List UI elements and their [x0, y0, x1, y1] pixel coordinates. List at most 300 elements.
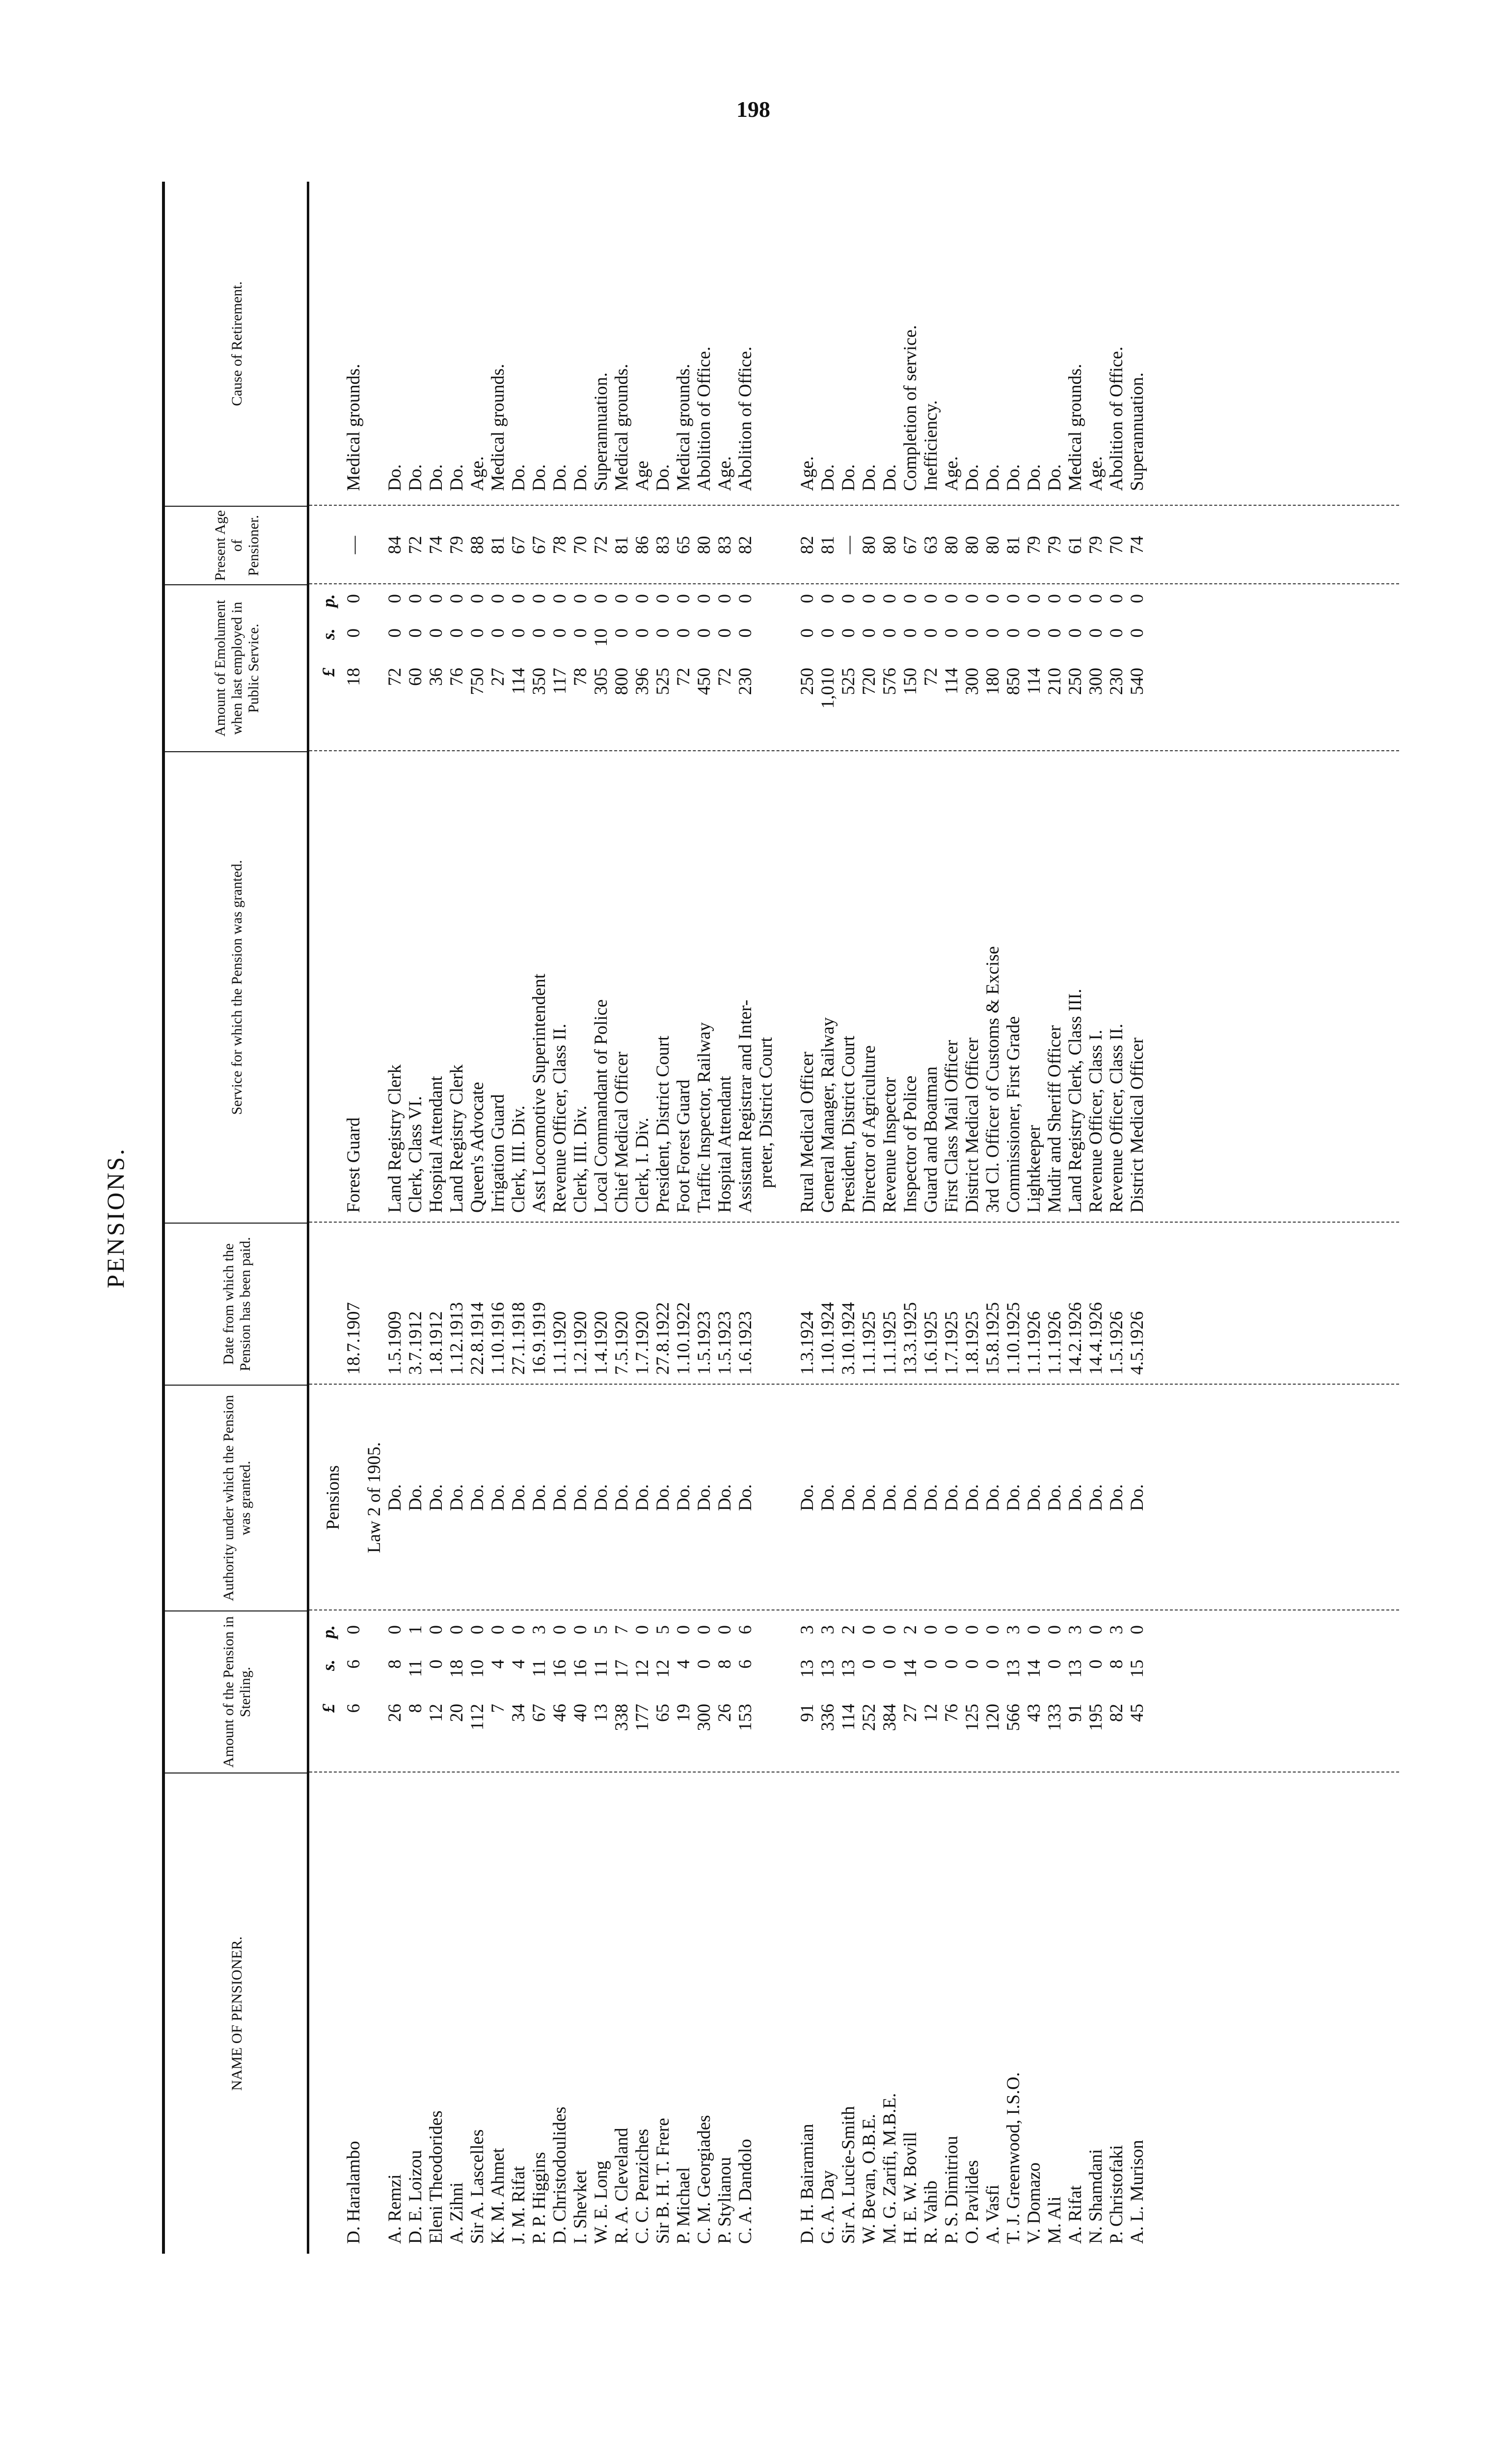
date-paid: 1.10.1922 — [674, 1302, 694, 1375]
retirement-cause: Do. — [838, 464, 859, 491]
amount-pounds: 19 — [674, 1704, 694, 1722]
header-cause: Cause of Retirement. — [229, 281, 245, 407]
emolument-pounds: 230 — [735, 668, 756, 695]
emolument-shillings: 0 — [797, 628, 817, 638]
emolument-pounds: 450 — [694, 668, 714, 695]
amount-shillings: 6 — [344, 1660, 364, 1669]
emolument-pence: 0 — [838, 594, 859, 603]
authority: Do. — [1107, 1484, 1127, 1511]
amount-pounds: 133 — [1045, 1704, 1065, 1731]
amount-pence: 0 — [694, 1625, 714, 1635]
amount-pence: 3 — [1065, 1625, 1085, 1635]
service: General Manager, Railway — [818, 1017, 838, 1213]
retirement-cause: Do. — [1024, 464, 1044, 491]
amount-shillings: 0 — [426, 1660, 446, 1669]
service: Land Registry Clerk — [447, 1064, 467, 1213]
table-row — [447, 182, 467, 2254]
authority: Do. — [1127, 1484, 1147, 1511]
amount-pence: 0 — [1045, 1625, 1065, 1635]
service: Irrigation Guard — [488, 1094, 508, 1213]
pensioner-age: 70 — [570, 536, 591, 554]
emolument-shillings: 0 — [859, 628, 879, 638]
amount-pounds: 91 — [797, 1704, 817, 1722]
date-paid: 1.5.1923 — [694, 1311, 714, 1375]
amount-shillings: 16 — [550, 1660, 570, 1678]
retirement-cause: Inefficiency. — [921, 400, 941, 491]
service: Forest Guard — [344, 1117, 364, 1213]
authority: Do. — [838, 1484, 859, 1511]
emolument-pounds: 576 — [880, 668, 900, 695]
emolument-pence: 0 — [385, 594, 405, 603]
table-row — [1086, 182, 1107, 2254]
service: Revenue Officer, Class II. — [1107, 1023, 1127, 1213]
amount-pence: 2 — [838, 1625, 859, 1635]
amount-shillings: 4 — [674, 1660, 694, 1669]
amount-pounds: 125 — [962, 1704, 982, 1731]
date-paid: 1.1.1926 — [1024, 1311, 1044, 1375]
table-row — [591, 182, 612, 2254]
service: Land Registry Clerk, Class III. — [1065, 988, 1085, 1213]
service: Assistant Registrar and Inter- — [735, 1000, 756, 1213]
amount-pence: 0 — [674, 1625, 694, 1635]
pensioner-name: Sir A. Lucie-Smith — [838, 2106, 859, 2244]
pensioner-age: 81 — [612, 536, 632, 554]
amount-pounds: 566 — [1003, 1704, 1024, 1731]
header-emolument: Amount of Emolument when last employed in Public Service. — [165, 584, 309, 751]
service: Inspector of Police — [900, 1075, 920, 1213]
pensioner-age: 70 — [1107, 536, 1127, 554]
emolument-shillings: 0 — [694, 628, 714, 638]
pensioner-name: I. Shevket — [570, 2170, 591, 2244]
table-row — [694, 182, 715, 2254]
emolument-shillings: 0 — [612, 628, 632, 638]
emolument-pounds: 60 — [405, 668, 426, 686]
amount-pence: 5 — [653, 1625, 673, 1635]
amount-pounds: 384 — [880, 1704, 900, 1731]
amount-shillings: 6 — [735, 1660, 756, 1669]
amount-shillings: 4 — [509, 1660, 529, 1669]
emolument-shillings: 0 — [488, 628, 508, 638]
retirement-cause: Superannuation. — [591, 372, 611, 491]
amount-pence: 0 — [488, 1625, 508, 1635]
amount-shillings: 10 — [467, 1660, 487, 1678]
pensioner-age: 83 — [715, 536, 735, 554]
amount-pence: 1 — [405, 1625, 426, 1635]
service: Clerk, III. Div. — [570, 1105, 591, 1213]
pensioner-name: R. Vahib — [921, 2181, 941, 2244]
pensioner-name: N. Shamdani — [1086, 2149, 1106, 2244]
date-paid: 18.7.1907 — [344, 1302, 364, 1375]
header-service: Service for which the Pension was granted. — [165, 751, 309, 1223]
emolument-pence: 0 — [962, 594, 982, 603]
emolument-pence: 0 — [735, 594, 756, 603]
amount-shillings: 0 — [694, 1660, 714, 1669]
emolument-pence: 0 — [632, 594, 652, 603]
amount-pence: 7 — [612, 1625, 632, 1635]
pensioner-name: D. H. Bairamian — [797, 2124, 817, 2244]
header-date: Date from which the Pension has been paid. — [165, 1223, 309, 1385]
amount-pounds: 43 — [1024, 1704, 1044, 1722]
emolument-pounds: 750 — [467, 668, 487, 695]
emolument-pounds: 18 — [344, 668, 364, 686]
amount-pence: 0 — [632, 1625, 652, 1635]
table-row — [1127, 182, 1148, 2254]
unit-pence: p. — [319, 594, 338, 607]
amount-pence: 3 — [1003, 1625, 1024, 1635]
amount-shillings: 17 — [612, 1660, 632, 1678]
amount-pounds: 26 — [715, 1704, 735, 1722]
emolument-pounds: 114 — [942, 668, 962, 695]
retirement-cause: Do. — [880, 464, 900, 491]
table-row — [921, 182, 942, 2254]
amount-pence: 0 — [880, 1625, 900, 1635]
service: Director of Agriculture — [859, 1045, 879, 1213]
table-row — [715, 182, 735, 2254]
date-paid: 1.1.1925 — [880, 1311, 900, 1375]
header-amount: Amount of the Pension in Sterling. — [165, 1610, 309, 1773]
authority: Pensions — [323, 1465, 343, 1530]
amount-pounds: 114 — [838, 1704, 859, 1731]
retirement-cause: Do. — [1003, 464, 1024, 491]
amount-pence: 2 — [900, 1625, 920, 1635]
service: Lightkeeper — [1024, 1125, 1044, 1213]
header-authority: Authority under which the Pension was granted. — [165, 1385, 309, 1610]
pensioner-age: 67 — [509, 536, 529, 554]
authority: Do. — [447, 1484, 467, 1511]
emolument-pence: 0 — [921, 594, 941, 603]
amount-pence: 3 — [797, 1625, 817, 1635]
amount-pence: 3 — [529, 1625, 549, 1635]
emolument-pounds: 230 — [1107, 668, 1127, 695]
table-row — [674, 182, 694, 2254]
pensioner-name: P. Michael — [674, 2167, 694, 2244]
table-row — [570, 182, 591, 2254]
unit-pence: p. — [319, 1625, 338, 1638]
amount-shillings: 18 — [447, 1660, 467, 1678]
emolument-pence: 0 — [694, 594, 714, 603]
date-paid: 22.8.1914 — [467, 1302, 487, 1375]
date-paid: 1.7.1920 — [632, 1311, 652, 1375]
date-paid: 4.5.1926 — [1127, 1311, 1147, 1375]
amount-units — [318, 1625, 338, 1763]
table-row — [942, 182, 962, 2254]
retirement-cause: Medical grounds. — [1065, 364, 1085, 491]
pensioner-name: W. E. Long — [591, 2160, 611, 2244]
authority: Do. — [735, 1484, 756, 1511]
emolument-shillings: 0 — [1045, 628, 1065, 638]
emolument-shillings: 0 — [550, 628, 570, 638]
pensioner-age: 80 — [880, 536, 900, 554]
amount-pounds: 12 — [426, 1704, 446, 1722]
authority: Do. — [1086, 1484, 1106, 1511]
emolument-shillings: 0 — [715, 628, 735, 638]
emolument-pounds: 300 — [1086, 668, 1106, 695]
retirement-cause: Completion of service. — [900, 325, 920, 491]
table-row — [797, 182, 818, 2254]
retirement-cause: Do. — [447, 464, 467, 491]
emolument-pence: 0 — [405, 594, 426, 603]
emolument-pounds: 800 — [612, 668, 632, 695]
emolument-pence: 0 — [612, 594, 632, 603]
emolument-shillings: 0 — [653, 628, 673, 638]
authority: Do. — [983, 1484, 1003, 1511]
amount-pence: 0 — [344, 1625, 364, 1635]
emolument-pence: 0 — [900, 594, 920, 603]
emolument-shillings: 0 — [674, 628, 694, 638]
pensioner-age: 79 — [1045, 536, 1065, 554]
retirement-cause: Do. — [550, 464, 570, 491]
table-row — [1065, 182, 1086, 2254]
emolument-shillings: 0 — [880, 628, 900, 638]
emolument-pounds: 396 — [632, 668, 652, 695]
date-paid: 1.5.1926 — [1107, 1311, 1127, 1375]
amount-pence: 0 — [983, 1625, 1003, 1635]
emolument-pounds: 180 — [983, 668, 1003, 695]
pensioner-age: 80 — [983, 536, 1003, 554]
pensioner-age: 79 — [1024, 536, 1044, 554]
amount-pence: 0 — [550, 1625, 570, 1635]
pensioner-name: M. G. Zarifi, M.B.E. — [880, 2093, 900, 2244]
pensioner-name: O. Pavlides — [962, 2160, 982, 2244]
date-paid: 1.1.1925 — [859, 1311, 879, 1375]
emolument-pounds: 525 — [838, 668, 859, 695]
retirement-cause: Medical grounds. — [344, 364, 364, 491]
amount-shillings: 0 — [962, 1660, 982, 1669]
authority: Do. — [694, 1484, 714, 1511]
authority: Do. — [612, 1484, 632, 1511]
retirement-cause: Do. — [962, 464, 982, 491]
emolument-shillings: 0 — [426, 628, 446, 638]
pensioner-age: 80 — [942, 536, 962, 554]
amount-shillings: 15 — [1127, 1660, 1147, 1678]
pensioner-age: 81 — [488, 536, 508, 554]
authority: Do. — [859, 1484, 879, 1511]
emolument-pence: 0 — [880, 594, 900, 603]
amount-pounds: 26 — [385, 1704, 405, 1722]
emolument-shillings: 0 — [1086, 628, 1106, 638]
pensioner-name: Sir B. H. T. Frere — [653, 2118, 673, 2244]
emolument-shillings: 0 — [1065, 628, 1085, 638]
service: 3rd Cl. Officer of Customs & Excise — [983, 946, 1003, 1213]
pensioner-age: 81 — [818, 536, 838, 554]
retirement-cause: Age. — [942, 456, 962, 491]
pensioner-age: 80 — [962, 536, 982, 554]
amount-pounds: 40 — [570, 1704, 591, 1722]
date-paid: 1.4.1920 — [591, 1311, 611, 1375]
emolument-pounds: 210 — [1045, 668, 1065, 695]
service: Asst Locomotive Superintendent — [529, 973, 549, 1213]
date-paid: 3.7.1912 — [405, 1311, 426, 1375]
amount-shillings: 16 — [570, 1660, 591, 1678]
pensioner-age: 61 — [1065, 536, 1085, 554]
amount-pounds: 112 — [467, 1704, 487, 1731]
amount-shillings: 0 — [921, 1660, 941, 1669]
emolument-shillings: 0 — [1127, 628, 1147, 638]
amount-shillings: 8 — [385, 1660, 405, 1669]
service: District Medical Officer — [962, 1037, 982, 1213]
pensioner-name: D. Christodoulides — [550, 2106, 570, 2244]
emolument-pence: 0 — [344, 594, 364, 603]
amount-pounds: 336 — [818, 1704, 838, 1731]
table-row — [467, 182, 488, 2254]
table-row — [983, 182, 1003, 2254]
table-row — [323, 182, 364, 2254]
pensioner-name: C. M. Georgiades — [694, 2115, 714, 2244]
emolument-pence: 0 — [1024, 594, 1044, 603]
amount-pounds: 195 — [1086, 1704, 1106, 1731]
authority: Do. — [653, 1484, 673, 1511]
pensioner-age: 80 — [859, 536, 879, 554]
service: Traffic Inspector, Railway — [694, 1022, 714, 1213]
table-row — [1045, 182, 1065, 2254]
emolument-pence: 0 — [1065, 594, 1085, 603]
emolument-pounds: 850 — [1003, 668, 1024, 695]
date-paid: 3.10.1924 — [838, 1302, 859, 1375]
unit-pound: £ — [319, 1704, 338, 1713]
table-row — [612, 182, 632, 2254]
amount-shillings: 0 — [1045, 1660, 1065, 1669]
retirement-cause: Medical grounds. — [612, 364, 632, 491]
service: President, District Court — [838, 1036, 859, 1213]
amount-pence: 0 — [1024, 1625, 1044, 1635]
header-name: NAME OF PENSIONER. — [165, 1773, 309, 2254]
date-paid: 1.2.1920 — [570, 1311, 591, 1375]
table-row — [385, 182, 405, 2254]
retirement-cause: Age. — [797, 456, 817, 491]
date-paid: 1.12.1913 — [447, 1302, 467, 1375]
amount-pounds: 67 — [529, 1704, 549, 1722]
table-row — [488, 182, 509, 2254]
emolument-pounds: 250 — [1065, 668, 1085, 695]
date-paid: 1.5.1909 — [385, 1311, 405, 1375]
emolument-pounds: 720 — [859, 668, 879, 695]
pensioner-age: — — [838, 536, 859, 554]
pensioner-name: G. A. Day — [818, 2170, 838, 2244]
authority: Do. — [942, 1484, 962, 1511]
table-row — [1107, 182, 1127, 2254]
authority: Do. — [715, 1484, 735, 1511]
retirement-cause: Superannuation. — [1127, 372, 1147, 491]
amount-pence: 0 — [962, 1625, 982, 1635]
retirement-cause: Abolition of Office. — [1107, 346, 1127, 491]
emolument-pounds: 36 — [426, 668, 446, 686]
authority: Do. — [509, 1484, 529, 1511]
amount-shillings: 8 — [715, 1660, 735, 1669]
service: Rural Medical Officer — [797, 1051, 817, 1213]
amount-shillings: 0 — [983, 1660, 1003, 1669]
emolument-pence: 0 — [509, 594, 529, 603]
amount-pence: 0 — [942, 1625, 962, 1635]
amount-pounds: 76 — [942, 1704, 962, 1722]
table-row — [880, 182, 900, 2254]
amount-shillings: 13 — [1065, 1660, 1085, 1678]
emolument-shillings: 10 — [591, 628, 611, 647]
pensioner-age: 82 — [797, 536, 817, 554]
pensioner-age: 72 — [405, 536, 426, 554]
amount-pence: 0 — [1127, 1625, 1147, 1635]
emolument-pence: 0 — [426, 594, 446, 603]
emolument-shillings: 0 — [983, 628, 1003, 638]
emolument-shillings: 0 — [344, 628, 364, 638]
authority: Do. — [467, 1484, 487, 1511]
service: President, District Court — [653, 1036, 673, 1213]
date-paid: 1.1.1926 — [1045, 1311, 1065, 1375]
service: Local Commandant of Police — [591, 999, 611, 1213]
amount-pounds: 45 — [1127, 1704, 1147, 1722]
table-row — [632, 182, 653, 2254]
amount-pence: 0 — [447, 1625, 467, 1635]
authority: Do. — [1024, 1484, 1044, 1511]
pensioner-name: A. Zihni — [447, 2182, 467, 2244]
emolument-pence: 0 — [529, 594, 549, 603]
retirement-cause: Do. — [509, 464, 529, 491]
emolument-shillings: 0 — [570, 628, 591, 638]
emolument-pence: 0 — [570, 594, 591, 603]
service: Chief Medical Officer — [612, 1051, 632, 1213]
amount-pounds: 34 — [509, 1704, 529, 1722]
table-row — [818, 182, 838, 2254]
emolument-pence: 0 — [818, 594, 838, 603]
retirement-cause: Do. — [1045, 464, 1065, 491]
emolument-pounds: 72 — [385, 668, 405, 686]
authority: Do. — [674, 1484, 694, 1511]
emolument-shillings: 0 — [735, 628, 756, 638]
amount-pounds: 91 — [1065, 1704, 1085, 1722]
pensioner-name: K. M. Ahmet — [488, 2148, 508, 2244]
authority: Do. — [488, 1484, 508, 1511]
pensioner-name: P. Stylianou — [715, 2157, 735, 2244]
date-paid: 27.1.1918 — [509, 1302, 529, 1375]
emolument-pence: 0 — [550, 594, 570, 603]
emolument-pence: 0 — [488, 594, 508, 603]
date-paid: 7.5.1920 — [612, 1311, 632, 1375]
authority: Do. — [405, 1484, 426, 1511]
amount-pounds: 12 — [921, 1704, 941, 1722]
date-paid: 15.8.1925 — [983, 1302, 1003, 1375]
date-paid: 16.9.1919 — [529, 1302, 549, 1375]
emolument-pounds: 150 — [900, 668, 920, 695]
table-row — [1024, 182, 1045, 2254]
authority: Do. — [550, 1484, 570, 1511]
amount-shillings: 13 — [838, 1660, 859, 1678]
amount-pounds: 252 — [859, 1704, 879, 1731]
retirement-cause: Medical grounds. — [674, 364, 694, 491]
amount-pounds: 46 — [550, 1704, 570, 1722]
pensioner-age: 67 — [900, 536, 920, 554]
amount-pence: 6 — [735, 1625, 756, 1635]
date-paid: 1.5.1923 — [715, 1311, 735, 1375]
amount-pence: 0 — [426, 1625, 446, 1635]
amount-shillings: 11 — [405, 1660, 426, 1677]
date-paid: 1.7.1925 — [942, 1311, 962, 1375]
service: Revenue Officer, Class II. — [550, 1023, 570, 1213]
emolument-shillings: 0 — [385, 628, 405, 638]
amount-shillings: 0 — [859, 1660, 879, 1669]
emolument-pounds: 525 — [653, 668, 673, 695]
emolument-pounds: 117 — [550, 668, 570, 695]
emolument-pence: 0 — [859, 594, 879, 603]
emolument-shillings: 0 — [1003, 628, 1024, 638]
date-paid: 13.3.1925 — [900, 1302, 920, 1375]
date-paid: 1.8.1912 — [426, 1311, 446, 1375]
table-row — [1003, 182, 1024, 2254]
pensioner-age: 67 — [529, 536, 549, 554]
retirement-cause: Do. — [405, 464, 426, 491]
table-row — [509, 182, 529, 2254]
pensions-table — [162, 182, 1399, 2254]
emolument-pounds: 350 — [529, 668, 549, 695]
retirement-cause: Do. — [426, 464, 446, 491]
